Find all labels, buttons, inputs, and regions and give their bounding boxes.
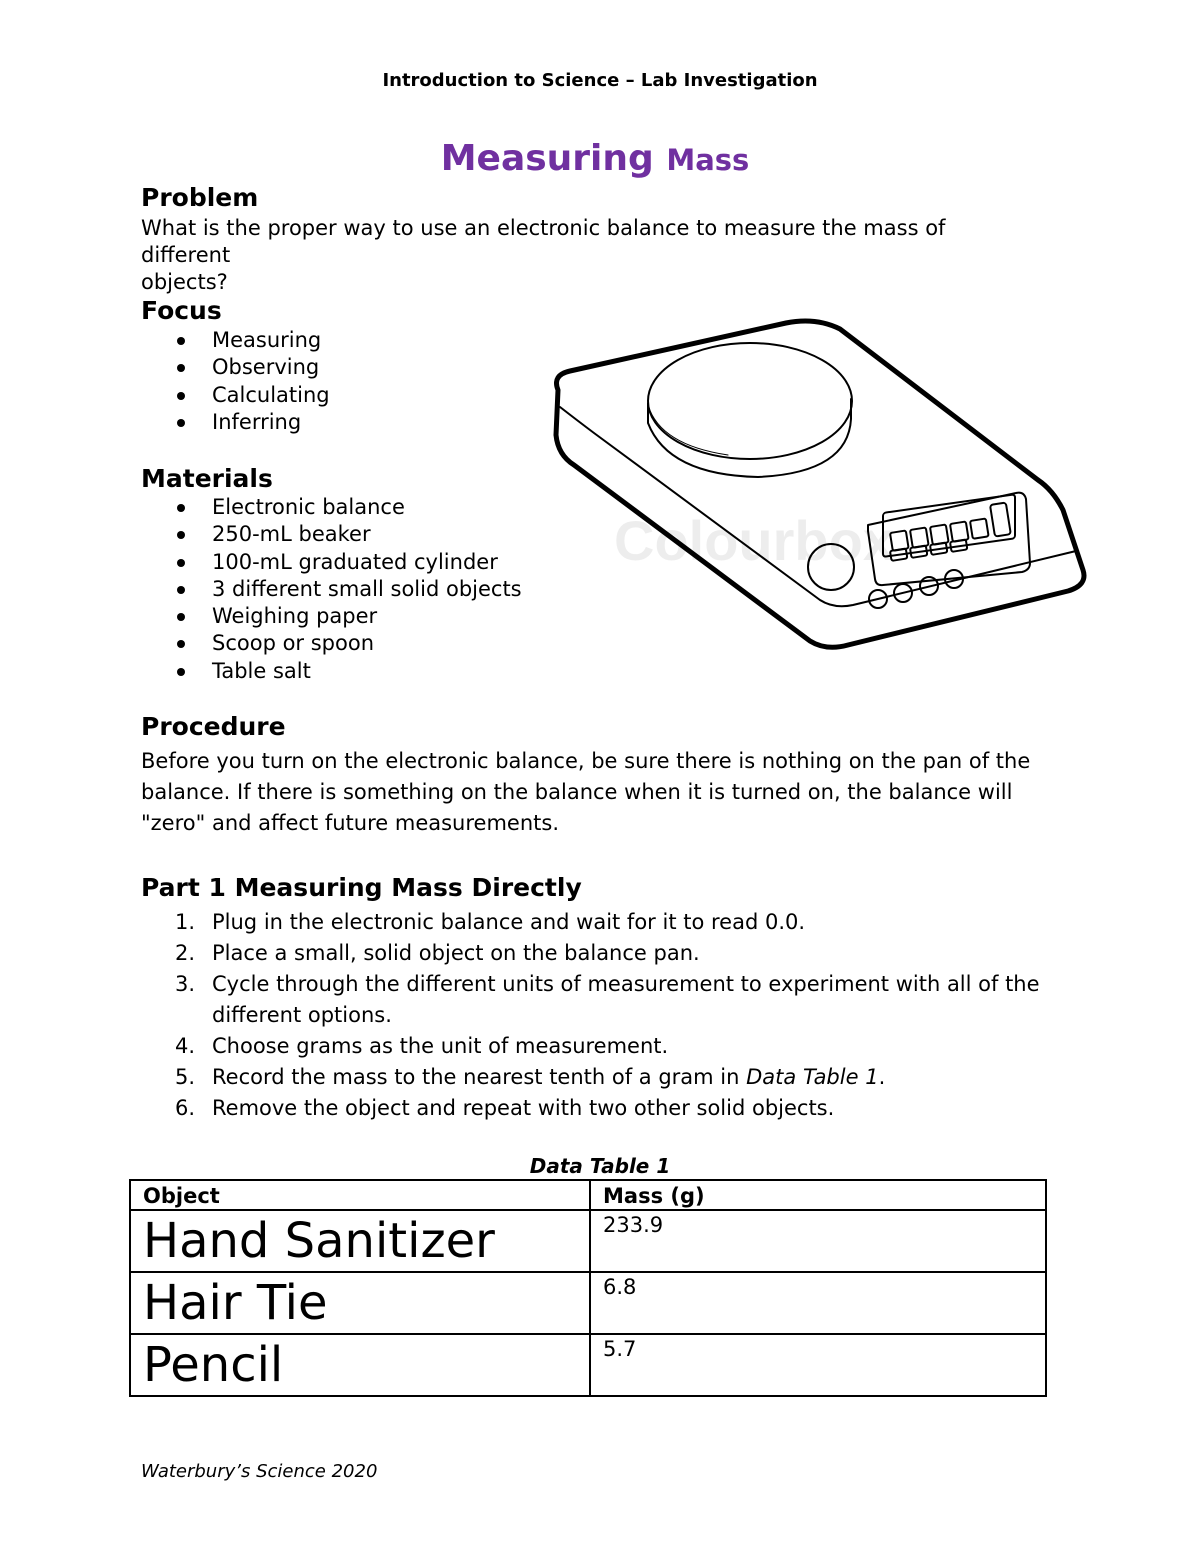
problem-text-line2: objects? — [141, 270, 228, 294]
step-text-italic: Data Table 1 — [746, 1065, 879, 1089]
step-item — [141, 938, 1092, 969]
step-text: Place a small, solid object on the balance pan. — [212, 941, 700, 965]
document-footer: Waterbury’s Science 2020 — [141, 1461, 378, 1482]
table-caption: Data Table 1 — [529, 1154, 671, 1178]
step-item — [141, 1062, 1092, 1093]
object-cell[interactable]: Hair Tie — [130, 1272, 590, 1334]
data-table — [129, 1179, 1047, 1397]
electronic-balance-illustration — [548, 315, 1093, 660]
step-text: Remove the object and repeat with two other solid objects. — [212, 1096, 835, 1120]
procedure-text — [141, 746, 1041, 839]
table-row — [130, 1334, 1046, 1396]
procedure-heading: Procedure — [141, 712, 286, 741]
document-header: Introduction to Science – Lab Investigation — [382, 70, 818, 91]
focus-list — [141, 327, 330, 436]
step-text: Choose grams as the unit of measurement. — [212, 1034, 669, 1058]
problem-heading: Problem — [141, 183, 259, 212]
page-title — [0, 138, 1190, 179]
step-number: 4. — [175, 1034, 196, 1058]
step-text: Cycle through the different units of measurement to experiment with all of the — [212, 972, 1040, 996]
part1-steps — [141, 907, 1092, 1124]
materials-heading: Materials — [141, 464, 273, 493]
object-cell[interactable]: Hand Sanitizer — [130, 1210, 590, 1272]
problem-text-line1: What is the proper way to use an electronic balance to measure the mass of different — [141, 216, 946, 267]
watermark-text: Colourbox — [614, 509, 894, 572]
step-item — [141, 969, 1092, 1031]
procedure-line3: "zero" and affect future measurements. — [141, 811, 559, 835]
list-item: Inferring — [141, 409, 330, 436]
step-text: Plug in the electronic balance and wait for it to read 0.0. — [212, 910, 806, 934]
step-number: 6. — [175, 1096, 196, 1120]
table-row — [130, 1272, 1046, 1334]
step-number: 1. — [175, 910, 196, 934]
table-header-row — [130, 1180, 1046, 1210]
mass-cell[interactable]: 233.9 — [590, 1210, 1046, 1272]
column-header-object: Object — [130, 1180, 590, 1210]
step-number: 2. — [175, 941, 196, 965]
problem-text — [141, 215, 1041, 296]
title-suffix: Mass — [666, 143, 750, 177]
procedure-line2: balance. If there is something on the balance when it is turned on, the balance will — [141, 780, 1013, 804]
step-item — [141, 907, 1092, 938]
step-number: 3. — [175, 972, 196, 996]
list-item: 100-mL graduated cylinder — [141, 549, 522, 576]
table-row — [130, 1210, 1046, 1272]
list-item: 250-mL beaker — [141, 521, 522, 548]
step-text-continued: different options. — [212, 1003, 392, 1027]
column-header-mass: Mass (g) — [590, 1180, 1046, 1210]
mass-cell[interactable]: 5.7 — [590, 1334, 1046, 1396]
list-item: 3 different small solid objects — [141, 576, 522, 603]
focus-heading: Focus — [141, 296, 222, 325]
step-number: 5. — [175, 1065, 196, 1089]
list-item: Calculating — [141, 382, 330, 409]
materials-list — [141, 494, 522, 685]
step-text: Record the mass to the nearest tenth of a gram in — [212, 1065, 747, 1089]
list-item: Measuring — [141, 327, 330, 354]
list-item: Weighing paper — [141, 603, 522, 630]
procedure-line1: Before you turn on the electronic balance, be sure there is nothing on the pan of the — [141, 749, 1031, 773]
list-item: Scoop or spoon — [141, 630, 522, 657]
list-item: Electronic balance — [141, 494, 522, 521]
list-item: Table salt — [141, 658, 522, 685]
mass-cell[interactable]: 6.8 — [590, 1272, 1046, 1334]
step-item — [141, 1093, 1092, 1124]
list-item: Observing — [141, 354, 330, 381]
part1-heading: Part 1 Measuring Mass Directly — [141, 873, 582, 902]
object-cell[interactable]: Pencil — [130, 1334, 590, 1396]
step-text-after: . — [878, 1065, 886, 1089]
title-main: Measuring — [440, 138, 654, 179]
step-item — [141, 1031, 1092, 1062]
